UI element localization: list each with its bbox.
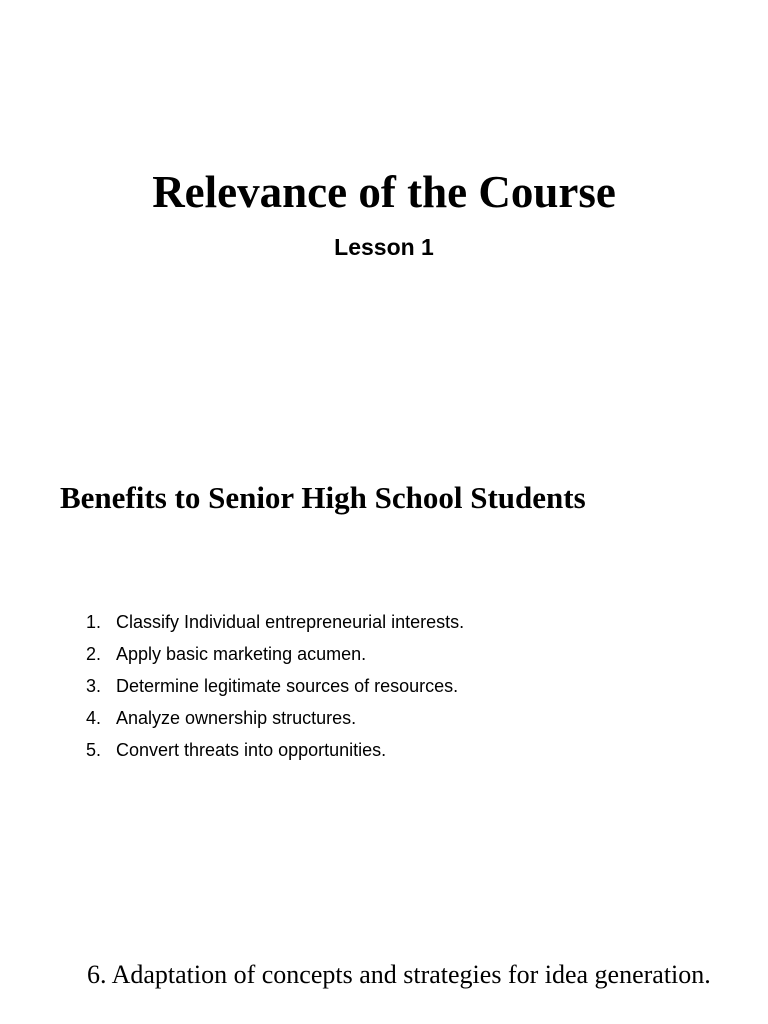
lesson-subtitle: Lesson 1 [334,234,434,260]
benefits-heading: Benefits to Senior High School Students [60,480,586,515]
list-item-text: Apply basic marketing acumen. [116,644,367,664]
list-item [86,606,464,638]
list-item [86,702,464,734]
list-item-text: Analyze ownership structures. [116,708,357,728]
list-item-text: Determine legitimate sources of resources. [116,676,459,696]
page-title: Relevance of the Course [152,167,616,217]
list-item-number: 5. [86,740,102,760]
benefits-list [86,606,464,766]
list-item-text: Convert threats into opportunities. [116,740,387,760]
list-item-number: 4. [86,708,102,728]
continued-list-item: 6. Adaptation of concepts and strategies for idea generation. [87,960,711,989]
list-item-number: 3. [86,676,102,696]
list-item-number: 2. [86,644,102,664]
list-item-text: Classify Individual entrepreneurial interests. [116,612,465,632]
list-item [86,670,464,702]
list-item [86,638,464,670]
list-item [86,734,464,766]
list-item-number: 1. [86,612,102,632]
